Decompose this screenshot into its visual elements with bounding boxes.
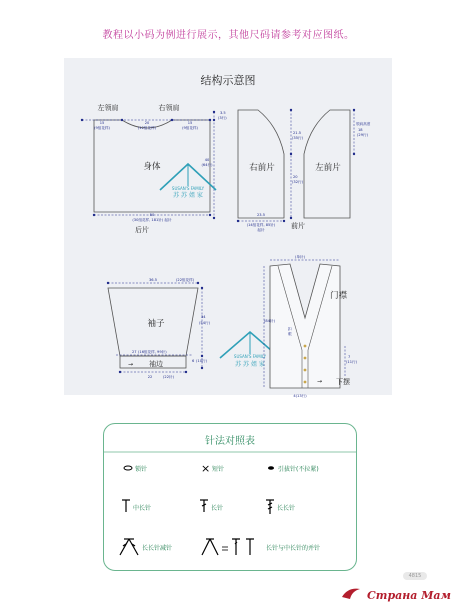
dec-icon [120, 539, 138, 555]
oval-icon [124, 466, 132, 470]
family-logo-1-en: SUSAN'S FAMILY [171, 186, 205, 191]
legend-label-4: 长针 [211, 505, 224, 512]
legend-double-crochet [200, 500, 223, 512]
legend-slip-stitch [268, 465, 319, 473]
legend-label-0: 锁针 [135, 466, 148, 473]
legend-half-double [122, 500, 151, 512]
dim-assembled-right: 7 [348, 355, 351, 359]
stitch-legend-svg [104, 424, 356, 570]
dim-back-top-sub: (3行) [218, 116, 227, 120]
dim-front-side-a: 领肩高度 [356, 122, 371, 126]
diagram-panel [64, 58, 392, 398]
sleeve-piece [107, 277, 211, 379]
dim-sleeve-bottom-sub: (22针) [163, 375, 174, 379]
dim-back-top: 3.5 [220, 111, 226, 115]
family-logo-1 [160, 164, 216, 199]
dim-assembled-top: (单针) [295, 255, 305, 259]
right-shoulder-label: 右领肩 [158, 104, 180, 112]
dim-back-width-sub: (30组花样, 181针) 起针 [132, 218, 172, 222]
front-pieces [237, 109, 371, 232]
dim-sleeve-cuff-sub: (10行) [196, 359, 207, 363]
diagram-title: 结构示意图 [200, 74, 256, 87]
dim-front-width: 23.5 [256, 213, 266, 217]
dim-back-height-sub: (64行) [201, 163, 213, 167]
family-logo-2-en: SUSAN'S FAMILY [233, 354, 267, 359]
dot-icon [268, 466, 274, 470]
legend-label-7: 长针与中长针的并针 [266, 545, 321, 552]
combo-icon [202, 539, 254, 555]
back-piece-label: 后片 [135, 226, 149, 234]
dim-front-upper-sub: (35行) [292, 136, 303, 140]
dim-assembled-left: (84针) [264, 319, 275, 323]
cuff-label: 袖边 [149, 360, 163, 368]
image-badge: 4815 [403, 572, 427, 580]
x-icon: × [201, 462, 211, 475]
dim-back-width: 50 [149, 213, 155, 217]
dim-front-side-c: (29行) [357, 133, 368, 137]
legend-treble-crochet [266, 500, 295, 514]
legend-label-3: 中长针 [133, 505, 152, 512]
dim-front-upper: 21.5 [293, 131, 302, 135]
dim-front-lower-sub: (32行) [292, 180, 303, 184]
legend-title: 针法对照表 [205, 436, 255, 447]
dim-sleeve-top-sub: (22组花样) [176, 278, 195, 282]
t-bar-icon [200, 500, 208, 512]
legend-chain-stitch [124, 465, 147, 473]
assembled-cardigan [264, 254, 358, 398]
legend-label-2: 引拔针(不拉紧) [278, 466, 319, 473]
dim-sleeve-bottom: 22 [147, 375, 153, 379]
legend-treble-decrease [120, 539, 172, 555]
dim-sleeve-lower-sub: (16组花样, 99针) [138, 350, 167, 354]
dim-right-shoulder-sub: (9组花样) [182, 126, 198, 130]
t-icon [122, 500, 130, 512]
dim-sleeve-height-sub: (54行) [199, 321, 210, 325]
stitch-legend [103, 423, 357, 571]
legend-single-crochet [201, 462, 224, 475]
left-front-label: 左前片 [315, 163, 341, 173]
back-piece [81, 103, 227, 234]
legend-dc-hdc-together [202, 539, 320, 555]
dim-front-side-b: 18 [358, 128, 363, 132]
left-shoulder-label: 左领肩 [97, 104, 119, 112]
dim-assembled-right-sub: (11行) [346, 360, 357, 364]
t-double-icon [266, 500, 274, 514]
dim-neck-sub: (12组花样) [137, 126, 157, 130]
dim-back-height: 40 [204, 158, 210, 162]
dim-left-shoulder-sub: (9组花样) [94, 126, 110, 130]
front-pieces-label: 前片 [291, 222, 305, 230]
right-front-label: 右前片 [249, 163, 275, 173]
dim-front-lower: 20 [293, 175, 298, 179]
legend-label-5: 长长针 [277, 505, 296, 512]
family-logo-2-cn: 苏 苏 姐 家 [235, 361, 265, 368]
dim-front-width-sub: (14组花样, 85针) [246, 223, 276, 227]
dim-assembled-bottom: 4(13行) [293, 394, 307, 398]
dim-assembled-inner-a: 扣 [288, 327, 292, 331]
dim-neck: 20 [144, 121, 150, 125]
legend-label-6: 长长针减针 [142, 545, 173, 552]
size-notice: 教程以小码为例进行展示，其他尺码请参考对应图纸。 [102, 30, 355, 41]
dim-right-shoulder: 15 [187, 121, 193, 125]
sleeve-label: 袖子 [147, 319, 165, 329]
dim-sleeve-height: 34 [201, 315, 206, 319]
site-watermark: Страна Мам [367, 589, 451, 602]
body-label: 身体 [143, 162, 161, 172]
dim-sleeve-cuff: 6 [192, 359, 195, 363]
legend-label-1: 短针 [212, 466, 225, 473]
placket-label: 门襟 [330, 291, 348, 301]
dim-sleeve-lower: 27 [132, 350, 137, 354]
site-logo-icon [340, 585, 362, 601]
hem-label: 下摆 [336, 378, 350, 386]
hem-arrow: → [317, 378, 323, 385]
cuff-arrow: → [128, 361, 134, 368]
dim-front-width-cast: 起针 [257, 228, 265, 232]
dim-left-shoulder: 15 [99, 121, 105, 125]
dim-assembled-inner-b: 眼 [288, 332, 292, 336]
dim-sleeve-top: 36.5 [148, 278, 158, 282]
family-logo-1-cn: 苏 苏 姐 家 [173, 192, 203, 199]
structure-diagram [64, 58, 392, 398]
